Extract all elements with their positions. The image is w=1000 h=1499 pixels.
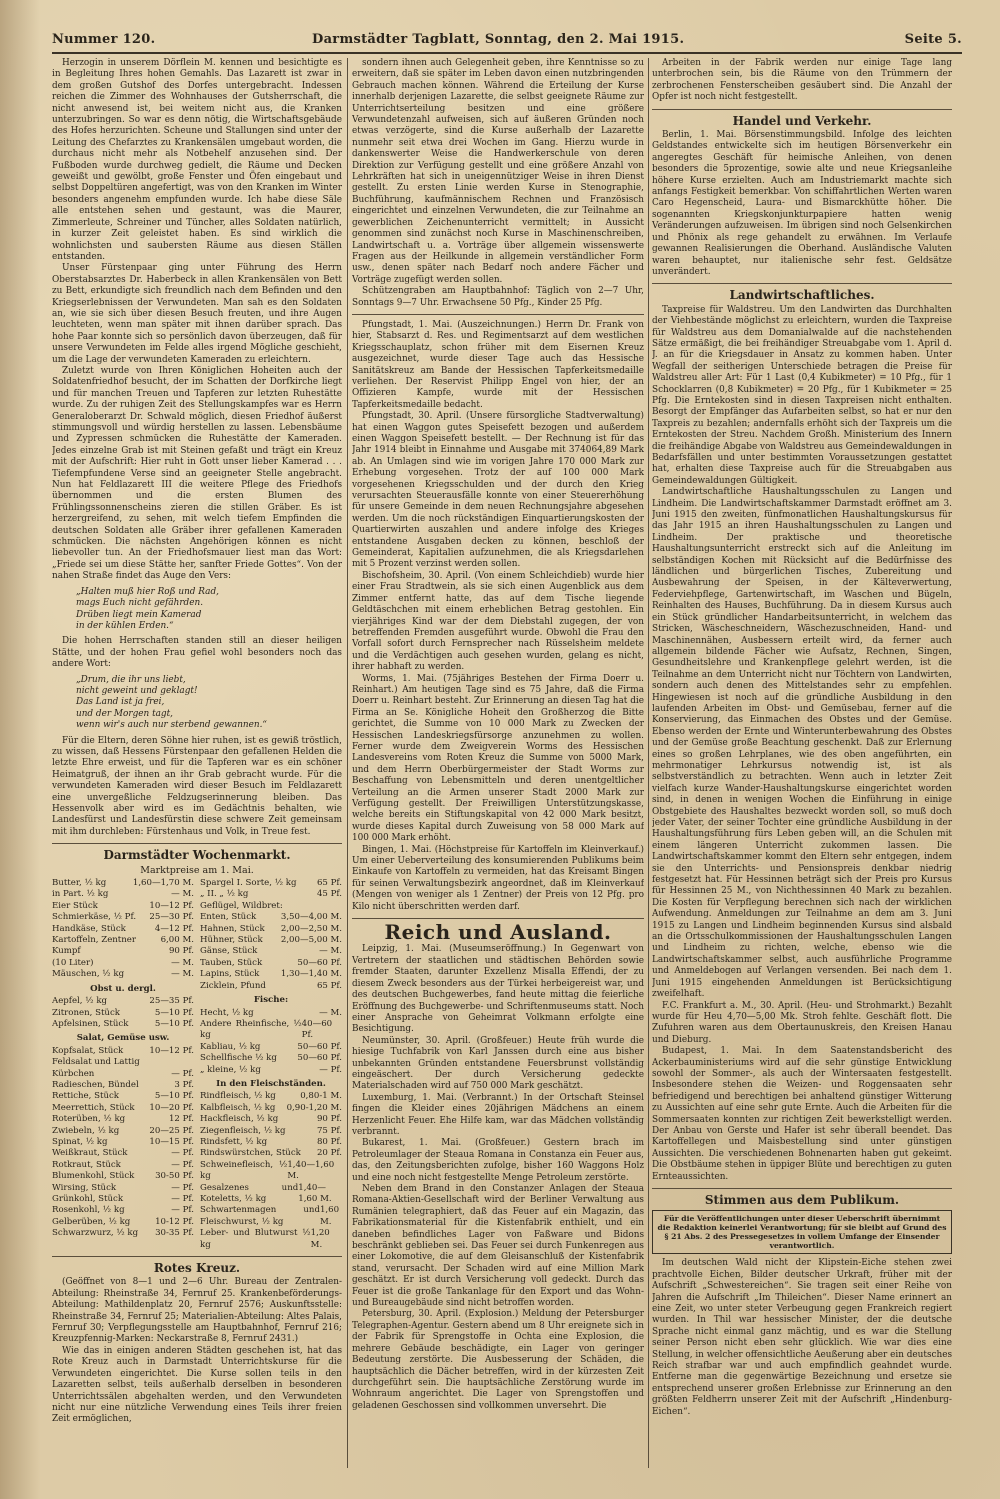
market-item-price: — M. <box>171 957 194 968</box>
market-item-price: — Pf. <box>171 1159 194 1170</box>
market-item-name: Hahnen, Stück <box>200 923 265 934</box>
market-item-name: Rotkraut, Stück <box>52 1159 121 1170</box>
market-item-name: Schmierkäse, ½ Pf. <box>52 912 137 923</box>
market-price-row <box>200 901 342 912</box>
article-paragraph: sondern ihnen auch Gelegenheit geben, ihre Kenntnisse so zu erweitern, daß sie später im Leben davon einen nutzbringenden Gebrauch machen können. Während die Erteilung der Kurse innerhalb derjenigen Lazarette, die selbst geeignete Räume zur Unterrichtserteilung besitzen und eine größere Verwundetenzahl aufweisen, sich auf äußeren Gründen noch etwas verzögerte, sind die Kurse außerhalb der Lazarette nunmehr seit etwa drei Wochen im Gang. Hierzu wurde in dankenswerter Weise die Handwerkerschule von deren Direktion zur Verfügung gestellt und eine größere Anzahl von Lehrkräften hat sich in uneigennütziger Weise in ihren Dienst gestellt. Zu ersten Linie werden Kurse in Stenographie, Buchführung, kaufmännischem Rechnen und Französisch eingerichtet und einzelnen Verwundeten, die zur Teilnahme an gewerblichen Zeichenunterricht vermittelt; in Aussicht genommen sind zunächst noch Kurse in Maschinenschreiben, Landwirtschaft u. a. Vorträge über allgemein wissenswerte Fragen aus der Heilkunde in allgemein verständlicher Form usw., denen später nach Bedarf noch andere Fächer und Vorträge zugefügt werden sollen. <box>352 58 644 285</box>
market-item-price: — M. <box>319 946 342 957</box>
market-item-name: Aepfel, ½ kg <box>52 996 108 1007</box>
market-price-row <box>200 1042 342 1053</box>
news-item: Pfungstadt, 1. Mai. (Auszeichnungen.) Herrn Dr. Frank von hier, Stabsarzt d. Res. und Regimentsarzt auf dem westlichen Kriegsschauplatz, schon früher mit dem Eisernen Kreuz ausgezeichnet, wurde dieser Tage auch das Hessische Sanitätskreuz am Bande der Hessischen Tapferkeitsmedaille verliehen. Der Reservist Philipp Engel von hier, der an Offizieren Kampfe, wurde mit der Hessischen Tapferkeitsmedaille bedacht. <box>352 319 644 410</box>
market-item-price: — Pf. <box>171 1194 194 1204</box>
page-number: Seite 5. <box>904 32 962 47</box>
market-price-row <box>52 1217 194 1228</box>
market-item-name: Enten, Stück <box>200 912 257 923</box>
market-category-heading: Salat, Gemüse usw. <box>76 1033 170 1044</box>
market-price-row <box>52 1057 194 1068</box>
market-item-name: Grünkohl, Stück <box>52 1194 124 1204</box>
market-price-row <box>52 1194 194 1205</box>
market-item-price: 50—60 Pf. <box>297 957 342 968</box>
article-paragraph: Arbeiten in der Fabrik werden nur einige Tage lang unterbrochen sein, bis die Räume von den Trümmern der zerbrochenen Fensterscheiben gesäubert sind. Die Anzahl der Opfer ist noch nicht festgestellt. <box>652 58 952 103</box>
poem-line: in der kühlen Erden.“ <box>76 620 174 631</box>
market-item-price: 1,60—1,70 M. <box>132 878 194 889</box>
market-item-price: 12 Pf. <box>168 1114 194 1125</box>
market-item-price: 1,40—1,60 M. <box>298 1182 332 1204</box>
market-item-name: Rindsfett, ½ kg <box>200 1136 268 1147</box>
article-paragraph: Die hohen Herrschaften standen still an dieser heiligen Stätte, und der hohen Frau gefiel wohl besonders noch das andere Wort: <box>52 636 342 670</box>
market-price-row <box>52 996 194 1007</box>
market-item-name: Rindswürstchen, Stück <box>200 1148 301 1159</box>
market-item-name: Roterüben, ½ kg <box>52 1114 126 1125</box>
column-rule <box>347 58 348 1468</box>
page-header <box>52 30 962 54</box>
market-price-row <box>200 1205 342 1228</box>
market-price-row <box>200 1053 342 1064</box>
news-item: Leipzig, 1. Mai. (Museumseröffnung.) In Gegenwart von Vertretern der staatlichen und städtischen Behörden sowie fremder Staaten, darunter Exzellenz Misalla Effendi, der zu diesem Zweck besonders aus der Türkei herbeigereist war, und des deutschen Buchgewerbes, fand heute mittag die feierliche Eröffnung des Buchgewerbe- und Schriftenmuseums statt. Noch einer Ansprache von Geheimrat Volkmann erfolgte eine Besichtigung. <box>352 944 644 1035</box>
market-item-name: Schwarzwurz, ½ kg <box>52 1228 139 1239</box>
market-price-row <box>52 1205 194 1216</box>
market-price-row <box>52 946 194 957</box>
market-item-name: Schellfische ½ kg <box>200 1053 277 1064</box>
market-price-row <box>52 1228 194 1239</box>
masthead-date: Darmstädter Tagblatt, Sonntag, den 2. Mai 1915. <box>312 32 685 47</box>
market-item-name: Weißkraut, Stück <box>52 1148 128 1159</box>
market-category-heading: In den Fleischständen. <box>216 1078 326 1089</box>
section-heading-market: Darmstädter Wochenmarkt. <box>103 848 291 863</box>
column-2 <box>352 58 644 1458</box>
section-heading-stimmen: Stimmen aus dem Publikum. <box>704 1193 900 1207</box>
market-price-row <box>200 935 342 946</box>
market-item-price: 75 Pf. <box>316 1125 342 1136</box>
poem-line: Das Land ist ja frei, <box>76 697 165 708</box>
market-item-name: Kopfsalat, Stück <box>52 1045 124 1056</box>
market-item-price: 65 Pf. <box>316 980 342 991</box>
market-price-row <box>200 1019 342 1042</box>
issue-number: Nummer 120. <box>52 32 156 47</box>
news-item: Pfungstadt, 30. April. (Unsere fürsorgliche Stadtverwaltung) hat einen Waggon gutes Speisefett bezogen und außerdem einen Waggon Speisefett bestellt. — Der Rechnung ist für das Jahr 1914 bleibt in Einnahme und Ausgabe mit 374064,89 Mark ab. An Umlagen sind wie im vorigen Jahre 170 000 Mark zur Erhebung vorgesehen. Trotz der auf 100 000 Mark vorgesehenen Kriegsschulden und der durch den Krieg verursachten Steuerausfälle konnte von einer Steuererhöhung für unsere Gemeinde in dem neuen Rechnungsjahre abgesehen werden. Um die noch rückständigen Einquartierungskosten der Quartierwirten auszahlen und andere infolge des Krieges entstandene Ausgaben decken zu können, beschloß der Gemeinderat, Kapitalien aufzunehmen, die als Kriegsdarlehen mit 5 Prozent verzinst werden sollen. <box>352 411 644 570</box>
market-price-row <box>200 912 342 923</box>
market-item-name: Kalbfleisch, ½ kg <box>200 1102 276 1113</box>
market-item-price: 25—35 Pf. <box>149 996 194 1007</box>
market-item-price: 10—20 Pf. <box>149 1102 194 1113</box>
market-price-row <box>52 1019 194 1030</box>
market-item-price: 10—15 Pf. <box>149 1136 194 1147</box>
market-item-name: Blumenkohl, Stück <box>52 1171 135 1182</box>
section-divider <box>352 918 644 919</box>
market-item-name: Gelberüben, ½ kg <box>52 1216 131 1227</box>
market-price-row <box>200 969 342 980</box>
market-item-price: 1,30—1,40 M. <box>280 969 342 980</box>
market-item-price: — Pf. <box>319 1064 342 1075</box>
market-item-name: Eier Stück <box>52 900 98 911</box>
poem-line: wenn wir's auch nur sterbend gewannen.“ <box>76 720 267 731</box>
news-item: Bischofsheim, 30. April. (Von einem Schleichdieb) wurde hier einer Frau Stradtwein, als sie sich einen Augenblick aus dem Zimmer entfernt hatte, das auf dem Tische liegende Geldtäschchen mit einem erheblichen Betrag gestohlen. Ein vierjähriges Kind war der dem Diebstahl zugegen, der von betreffenden Fremden ausgeführt wurde. Obwohl die Frau den Vorfall sofort durch Fernsprecher nach Rüsselsheim meldete und die Verdächtigen auch gesehen wurden, gelang es nicht, ihrer habhaft zu werden. <box>352 570 644 673</box>
market-item-price: — Pf. <box>171 1205 194 1216</box>
market-price-row <box>52 958 194 969</box>
section-heading-red-cross: Rotes Kreuz. <box>153 1261 241 1276</box>
article-paragraph: Schützengraben am Hauptbahnhof: Täglich von 2—7 Uhr, Sonntags 9—7 Uhr. Erwachsene 50 Pfg., Kinder 25 Pfg. <box>352 286 644 308</box>
news-item: Neben dem Brand in den Constanzer Anlagen der Steaua Romana-Aktien-Gesellschaft wird der Berliner Verwaltung aus Rumänien telegraphiert, daß das Feuer auf ein Magazin, das Fabrikationsmaterial für die Kistenfabrik enthielt, und ein daneben befindliches Lager von Faßware und Bidons beschränkt geblieben sei. Das Feuer sei durch Funkenregen aus einer Lokomotive, die auf dem Gleisanschluß der Kistenfabrik stand, verursacht. Der Schaden wird auf eine Million Mark geschätzt. Er ist durch Versicherung voll gedeckt. Durch das Feuer ist die große Tankanlage für den Export und das Wohn- und Bureaugebäude sind nicht betroffen worden. <box>352 1184 644 1309</box>
market-item-price: — M. <box>171 969 194 980</box>
market-price-row <box>200 1103 342 1114</box>
market-price-row <box>52 1148 194 1159</box>
section-divider <box>52 843 342 844</box>
market-item-price: 5—10 Pf. <box>154 1018 194 1029</box>
market-price-row <box>52 1008 194 1019</box>
market-item-price: 20 Pf. <box>316 1148 342 1159</box>
market-item-name: Butter, ½ kg <box>52 878 107 889</box>
market-item-name: Leber- und Blutwurst ½ kg <box>200 1228 311 1250</box>
market-item-price: 80 Pf. <box>316 1136 342 1147</box>
news-item: Neumünster, 30. April. (Großfeuer.) Heute früh wurde die hiesige Tuchfabrik von Karl Janssen durch eine aus bisher unbekannten Gründen entstandene Feuersbrunst vollständig eingeäschert. Der durch Versicherung gedeckte Materialschaden wird auf 750 000 Mark geschätzt. <box>352 1035 644 1092</box>
market-item-name: Zitronen, Stück <box>52 1007 120 1018</box>
market-price-row <box>200 1091 342 1102</box>
market-price-row <box>52 889 194 900</box>
news-item: Berlin, 1. Mai. Börsenstimmungsbild. Infolge des leichten Geldstandes entwickelte sich im heutigen Börsenverkehr ein angeregtes Geschäft für heimische Anleihen, von denen besonders die 5prozentige, sowie alte und neue Kriegsanleihe höhere Kurse erzielten. Auch am Industriemarkt machte sich anfangs Festigkeit bemerkbar. Von schiffahrtlichen Werten waren Caro Hegenscheid, Laura- und Bismarckhütte höher. Die sogenannten Kriegskonjunkturpapiere hatten wenig Veränderungen aufzuweisen. Im übrigen sind noch Gelsenkirchen und Phönix als rege gehandelt zu erwähnen. Im Verlaufe gewannen Realisierungen die Oberhand. Ausländische Valuten waren behauptet, nur italienische sehr fest. Geldsätze unverändert. <box>652 130 952 277</box>
market-item-name: Spinat, ½ kg <box>52 1136 108 1147</box>
news-item: Bukarest, 1. Mai. (Großfeuer.) Gestern brach im Petroleumlager der Steaua Romana in Constanza ein Feuer aus, das, den Zeitungsberichten zufolge, bisher 160 Waggons Holz und eine noch nicht festgestellte Menge Petroleum zerstörte. <box>352 1138 644 1183</box>
market-item-price: 50—60 Pf. <box>297 1053 342 1064</box>
news-item: Taxpreise für Waldstreu. Um den Landwirten das Durchhalten der Viehbestände möglichst zu erleichtern, wurden die Taxpreise für Waldstreu aus dem Domanialwalde auf die nachstehenden Sätze ermäßigt, die bei freihändiger Streuabgabe vom 1. April d. J. an für die Kriegsdauer in Ansatz zu kommen haben. Unter Wegfall der seitherigen Unterschiede betragen die Preise für Waldstreu aller Art: Für 1 Last (0,4 Kubikmeter) = 10 Pfg., für 1 Schocklarren (0,8 Kubikmeter) = 20 Pfg., für 1 Kubikmeter = 25 Pfg. Die Erntekosten sind in diesen Taxpreisen nicht enthalten. Besorgt der Empfänger das Aufarbeiten selbst, so hat er nur den Taxpreis zu bezahlen; andernfalls erhöht sich der Taxpreis um die Erntekosten der Streu. Nachdem Großh. Ministerium des Innern die freihändige Abgabe von Waldstreu aus Gemeindewaldungen in Bedarfsfällen und unter bestimmten Voraussetzungen gestattet hat, erhalten diese Taxpreise auch für die Streuabgaben aus Gemeindewaldungen Gültigkeit. <box>652 304 952 486</box>
market-item-name: „ kleine, ½ kg <box>200 1064 261 1075</box>
market-column-left <box>52 878 194 1251</box>
market-item-price: 4—12 Pf. <box>154 923 194 934</box>
market-item-price: 30-35 Pf. <box>155 1228 194 1239</box>
column-1 <box>52 58 342 1458</box>
market-price-row <box>200 1183 342 1206</box>
market-item-price: 30-50 Pf. <box>155 1171 194 1182</box>
market-item-price: — M. <box>171 889 194 900</box>
market-price-row <box>200 1228 342 1251</box>
poem-line: mags Euch nicht gefährden. <box>76 598 204 609</box>
market-item-name: Kürbchen <box>52 1068 95 1079</box>
article-paragraph: Herzogin in unserem Dörflein M. kennen und besichtigte es in Begleitung Ihres hohen Gemahls. Das Lazarett ist zwar in dem großen Gutshof des Dorfes untergebracht. Indessen reichen die Zimmer des Wohnhauses der Gutsherrschaft, die nicht anwesend ist, bei weitem nicht aus, die Kranken unterzubringen. So war es denn nötig, die Wirtschaftsgebäude des Hofes herzurichten. Scheune und Stallungen sind unter der Leitung des Chefarztes zu Krankensälen umgebaut worden, die durchaus nicht mehr als Notbehelf anzusehen sind. Der Fußboden wurde durchweg gedielt, die Räume und Decken geweißt und gewölbt, große Fenster und Öfen eingebaut und selbst Doppeltüren angefertigt, was von den Kranken im Winter besonders angenehm empfunden wurde. Ich habe diese Säle alle entstehen sehen und gestaunt, was die Maurer, Zimmerleute, Schreiner und Tüncher, alles Soldaten natürlich, in kurzer Zeit geleistet haben. Es sind wirklich die wohnlichsten und saubersten Räume aus diesen Ställen entstanden. <box>52 58 342 262</box>
letter-to-editor: Im deutschen Wald nicht der Klipstein-Eiche stehen zwei prachtvolle Eichen, Bilder deutscher Urkraft, früher mit der Aufschrift „Schwestereichen“. Sie tragen seit einer Reihe von Jahren die Aufschrift „Im Thileichen“. Dieser Name erinnert an eine Zeit, wo unter steter Verbeugung gegen Frankreich regiert wurden. In Thil war hessischer Minister, der die deutsche Sprache nicht einmal ganz mächtig, und es war die Stellung seiner Person nicht eben sehr glücklich. Wie war dies eine Stellung, in welcher offensichtliche Aeußerung aber ein deutsches Reich strafbar war und auch empfindlich geahndet wurde. Entferne man die gegenwärtige Bezeichnung und ersetze sie entsprechend unserer großen Erlebnisse zur Erinnerung an den größten Feldherrn unserer Zeit mit der Aufschrift „Hindenburg-Eichen“. <box>652 1258 952 1417</box>
market-item-price: 0,90-1,20 M. <box>286 1102 342 1113</box>
news-item: Landwirtschaftliche Haushaltungsschulen zu Langen und Lindheim. Die Landwirtschaftskammer Darmstadt eröffnet am 3. Juni 1915 den zweiten, fünfmonatlichen Haushaltungskursus für das Jahr 1915 an ihren Haushaltungsschulen zu Langen und Lindheim. Der praktische und theoretische Haushaltungsunterricht erstreckt sich auf die Anleitung im selbständigen Kochen mit Rücksicht auf die Bedürfnisse des ländlichen und bürgerlichen Tisches, Zubereitung und Ausbewahrung der Speisen, in der Kälteverwertung, Federviehpflege, Gartenwirtschaft, im Waschen und Bügeln, Reinhalten des Hauses, Buchführung. Da in diesem Kursus auch ein Stück gründlicher Handarbeitsunterricht, in welchem das Stricken, Wäscheschneidern, Wäschezuschneiden, Hand- und Maschinennähen, Ausbessern erteilt wird, da ferner auch allgemein bildende Fächer wie Aufsatz, Rechnen, Singen, Gesundheitslehre und Krankenpflege gelehrt werden, ist die Teilnahme an dem Unterricht nicht nur Töchtern von Landwirten, sondern auch denen des Mittelstandes sehr zu empfehlen. Hingewiesen ist noch auf die gründliche Ausbildung in den laufenden Arbeiten im Obst- und Gemüsebau, ferner auf die Konservierung, das Einmachen des Obstes und der Gemüse. Ebenso werden der Ernte und Winterunterbewahrung des Obstes und der Gemüse große Beachtung geschenkt. Daß zur Erlernung eines so großen Lehrplanes, wie des oben angeführten, ein mehrmonatiger Lehrkursus notwendig ist, ist als selbstverständlich zu betrachten. Wenn auch in letzter Zeit vielfach kurze Wander-Haushaltungskurse eingerichtet worden sind, in denen in wenigen Wochen die Einführung in einige Obstgebiete des Haushaltes bezweckt worden soll, so muß doch jeder Vater, der seiner Tochter eine gründliche Ausbildung in der Haushaltungsführung fürs Leben geben will, an die Schulen mit einem längeren Unterricht zukommen lassen. Die Landwirtschaftskammer kommt den Eltern sehr entgegen, indem sie den Unterrichts- und Pensionspreis denkbar niedrig festgesetzt hat. Für Hessinnen beträgt sich der Preis pro Kursus für Hessinnen 25 M., von Nichthessinnen 40 Mark zu bezahlen. Die Kosten für Verpflegung berechnen sich nach der wirklichen Aufwendung. Anmeldungen zur Teilnahme an dem am 3. Juni 1915 zu Langen und Lindheim beginnenden Kursus sind alsbald an die Ortsschulkommissionen der Haushaltungsschulen Langen und Lindheim zu richten, welche, ebenso wie die Landwirtschaftskammer selbst, auch ausführliche Programme und Anmeldebogen auf Verlangen versenden. Bei nach dem 1. Juni 1915 eingehenden Anmeldungen ist Berücksichtigung zweifelhaft. <box>652 487 952 1000</box>
market-item-name: Radieschen, Bündel <box>52 1079 139 1090</box>
market-item-price: 45 Pf. <box>316 889 342 900</box>
market-item-price: 20—25 Pf. <box>149 1125 194 1136</box>
market-item-price: 25—30 Pf. <box>149 912 194 923</box>
market-price-row <box>52 969 194 980</box>
market-price-row <box>52 1160 194 1171</box>
market-item-price: 65 Pf. <box>316 878 342 889</box>
market-item-name: Schweinefleisch, ½ kg <box>200 1159 288 1182</box>
market-item-name: Spargel I. Sorte, ½ kg <box>200 878 297 889</box>
market-item-name: Rindfleisch, ½ kg <box>200 1091 276 1102</box>
market-item-name: Hecht, ½ kg <box>200 1007 254 1018</box>
market-price-row <box>52 935 194 946</box>
market-item-price: 10-12 Pf. <box>155 1216 194 1227</box>
market-price-row <box>52 912 194 923</box>
market-item-price: — Pf. <box>171 1182 194 1193</box>
market-price-row <box>200 924 342 935</box>
market-item-price: — Pf. <box>171 1148 194 1159</box>
market-item-name: Rosenkohl, ½ kg <box>52 1205 125 1216</box>
market-item-name: Rettiche, Stück <box>52 1091 120 1102</box>
market-item-price: 10—12 Pf. <box>149 900 194 911</box>
market-price-row <box>200 878 342 889</box>
market-item-name: Kabliau, ½ kg <box>200 1041 261 1052</box>
news-item: Luxemburg, 1. Mai. (Verbrannt.) In der Ortschaft Steinsel fingen die Kleider eines 20jährigen Mädchens an einem Herzenlicht Feuer. Ehe Hilfe kam, war das Mädchen vollständig verbrannt. <box>352 1092 644 1137</box>
market-item-price: 5—10 Pf. <box>154 1007 194 1018</box>
market-item-price: — M. <box>319 1007 342 1018</box>
market-item-name: Andere Rheinfische, ½ kg <box>200 1018 302 1041</box>
column-rule <box>648 58 649 1468</box>
market-item-price: 5—10 Pf. <box>154 1091 194 1102</box>
news-item: Petersburg, 30. April. (Explosion.) Meldung der Petersburger Telegraphen-Agentur. Gestern abend um 8 Uhr ereignete sich in der Fabrik für Sprengstoffe in Ochta eine Explosion, die mehrere Gebäude beschädigte, ein Lager von geringer Bedeutung zerstörte. Die Ausbesserung der Schäden, die hauptsächlich die Dächer betreffen, wird in der kürzesten Zeit durchgeführt sein. Die hauptsächliche Zerstörung wurde im Wohnraum angerichtet. Die Lager von Sprengstoffen und geladenen Geschossen sind vollkommen unversehrt. Die <box>352 1309 644 1411</box>
market-category-heading: Fische: <box>253 995 289 1006</box>
news-item: Bingen, 1. Mai. (Höchstpreise für Kartoffeln im Kleinverkauf.) Um einer Ueberverteilung des konsumierenden Publikums beim Einkaufe von Kartoffeln zu vermeiden, hat das Kreisamt Bingen für seinen Verwaltungsbezirk angeordnet, daß im Kleinverkauf (Mengen von weniger als 1 Zentner) der Preis von 12 Pfg. pro Kilo nicht überschritten werden darf. <box>352 844 644 912</box>
poem-line: nicht geweint und geklagt! <box>76 685 198 696</box>
market-item-price: 6,00 M. <box>160 935 194 946</box>
market-item-name: „ II. „ ½ kg <box>200 889 249 900</box>
news-item: Budapest, 1. Mai. In dem Saatenstandsbericht des Ackerbauministeriums wird auf die sehr günstige Entwicklung sowohl der Sommer-, als auch der Wintersaaten festgestellt. Insbesondere stehen die Weizen- und Roggensaaten sehr befriedigend und berechtigen bei anhaltend günstiger Witterung zu Aussichten auf eine sehr gute Ernte. Auch die Arbeiten für die Sommersaaten konnten zur richtigen Zeit bewerkstelligt werden. Der Anbau von Gerste und Hafer ist sehr überall beendet. Das Kartoffellegen und Maisbestellung sind unter günstigen Aussichten. Die verschiedenen Bohnenarten haben gut gekeimt. Die Obstbäume stehen in üppiger Blüte und berechtigen zu guten Ernteaussichten. <box>652 1046 952 1182</box>
market-item-name: Hühner, Stück <box>200 935 263 946</box>
article-paragraph: Wie das in einigen anderen Städten geschehen ist, hat das Rote Kreuz auch in Darmstadt Unterrichtskurse für die Verwundeten eingerichtet. Die Kurse sollen teils in den Lazaretten selbst, teils außerhalb derselben in besonderen Unterrichtssälen abgehalten werden, und den Verwundeten nicht nur eine nützliche Verwendung eines Teils ihrer freien Zeit ermöglichen, <box>52 1345 342 1425</box>
market-price-row <box>52 1137 194 1148</box>
market-price-row <box>200 1114 342 1125</box>
market-item-price: 10—12 Pf. <box>149 1045 194 1056</box>
market-item-name: Lapins, Stück <box>200 969 260 980</box>
column-3 <box>652 58 952 1458</box>
market-price-table <box>52 878 342 1251</box>
market-price-row <box>200 1148 342 1159</box>
market-item-name: Ziegenfleisch, ½ kg <box>200 1125 286 1136</box>
market-item-price: 90 Pf. <box>168 946 194 957</box>
market-item-price: 40—60 Pf. <box>301 1018 333 1041</box>
article-paragraph: (Geöffnet von 8—1 und 2—6 Uhr. Bureau der Zentralen-Abteilung: Rheinstraße 34, Fernruf 25. Krankenbeförderungs-Abteilung: Mathildenplatz 20, Fernruf 2576; Auskunftsstelle: Rheinstraße 34, Fernruf 25; Materialien-Abteilung: Altes Palais, Fernruf 30; Verpflegungsstelle am Hauptbahnhof, Fernruf 216; Kreuzpfennig-Marken: Neckarstraße 8, Fernruf 2431.) <box>52 1277 342 1345</box>
market-item-name: Apfelsinen, Stück <box>52 1018 129 1029</box>
market-price-row <box>52 1091 194 1102</box>
section-divider <box>652 283 952 284</box>
poem-line: „Drum, die ihr uns liebt, <box>76 674 186 685</box>
news-item: F.C. Frankfurt a. M., 30. April. (Heu- und Strohmarkt.) Bezahlt wurde für Heu 4,70—5,00 Mk. Stroh fehlte. Geschäft flott. Die Zufuhren waren aus dem Obertaunuskreis, den Kreisen Hanau und Dieburg. <box>652 1000 952 1045</box>
section-divider <box>352 314 644 315</box>
market-price-row <box>52 1114 194 1125</box>
market-item-price: 0,80-1 M. <box>300 1091 342 1102</box>
market-item-name: (10 Liter) <box>52 957 94 968</box>
market-item-name: Tauben, Stück <box>200 957 263 968</box>
market-item-name: Kartoffeln, Zentner <box>52 935 136 946</box>
market-item-price: — Pf. <box>171 1068 194 1079</box>
market-item-name: Geflügel, Wildbret: <box>200 900 283 911</box>
market-item-name: Zwiebeln, ½ kg <box>52 1125 120 1136</box>
poem-verse <box>76 587 342 633</box>
market-item-name: in Part. ½ kg <box>52 889 109 900</box>
market-price-row <box>200 889 342 900</box>
market-subheading: Marktpreise am 1. Mai. <box>140 864 254 876</box>
market-price-row <box>200 946 342 957</box>
market-item-name: Hackfleisch, ½ kg <box>200 1114 279 1125</box>
market-item-name: Zicklein, Pfund <box>200 980 266 991</box>
market-item-price: 1,60 M. <box>319 1205 340 1227</box>
market-price-row <box>52 924 194 935</box>
poem-line: Drüben liegt mein Kamerad <box>76 609 202 620</box>
news-item: Worms, 1. Mai. (75jähriges Bestehen der Firma Doerr u. Reinhart.) Am heutigen Tage sind es 75 Jahre, daß die Firma Doerr u. Reinhart besteht. Zur Erinnerung an diesen Tag hat die Firma an Se. Königliche Hoheit den Großherzog die Bitte gerichtet, die Summe von 10 000 Mark zu Zwecken der Hessischen Landeskriegsfürsorge anzunehmen zu wollen. Ferner wurde dem Zweigverein Worms des Hessischen Landesvereins vom Roten Kreuz die Summe von 5000 Mark, und dem Herrn Oberbürgermeister der Stadt Worms zur Beschaffung von Lebensmitteln und deren unentgeltlicher Verteilung an die Armen unserer Stadt 2000 Mark zur Verfügung gestellt. Der Freiwilligen Unterstützungskasse, welche bereits ein Stiftungskapital von 42 000 Mark besitzt, wurde dieses Kapital durch Zuweisung von 58 000 Mark auf 100 000 Mark erhöht. <box>352 673 644 844</box>
market-item-price: 50—60 Pf. <box>297 1041 342 1052</box>
market-price-row <box>200 1160 342 1183</box>
market-item-name: Handkäse, Stück <box>52 923 126 934</box>
section-divider <box>52 1256 342 1257</box>
article-paragraph: Für die Eltern, deren Söhne hier ruhen, ist es gewiß tröstlich, zu wissen, daß Hessens Fürstenpaar den gefallenen Helden die letzte Ehre erweist, und für die Tapferen war es ein schöner Heimatgruß, der ihnen an ihr Grab gebracht wurde. Für die verwundeten Kameraden wird dieser Besuch im Feldlazarett eine unvergeßliche Feldzugserinnerung bleiben. Das Hessenvolk aber wird es im Gedächtnis behalten, wie Landesfürst und Landesfürstin diese schwere Zeit gemeinsam mit ihm durchleben: Fürstenhaus und Volk, in Treue fest. <box>52 735 342 837</box>
market-price-row <box>52 1103 194 1114</box>
page-edge-shadow <box>0 0 40 1499</box>
market-price-row <box>200 981 342 992</box>
poem-verse <box>76 675 342 732</box>
market-price-row <box>52 878 194 889</box>
market-item-price: 3,50—4,00 M. <box>280 912 342 923</box>
market-column-right <box>200 878 342 1251</box>
section-heading-handel: Handel und Verkehr. <box>732 113 872 128</box>
market-item-price: 2,00—5,00 M. <box>280 935 342 946</box>
market-price-row <box>200 1008 342 1019</box>
market-item-name: Wirsing, Stück <box>52 1182 117 1193</box>
market-item-name: Schwartenmagen und Fleischwurst, ½ kg <box>200 1205 320 1227</box>
market-item-price: 2,00—2,50 M. <box>280 923 342 934</box>
market-price-row <box>200 1126 342 1137</box>
market-item-price: 1,20 M. <box>310 1228 330 1250</box>
market-item-name: Gänse, Stück <box>200 946 258 957</box>
market-item-name: Kumpf <box>52 946 81 957</box>
market-item-price: 90 Pf. <box>316 1114 342 1125</box>
poem-line: „Halten muß hier Roß und Rad, <box>76 586 219 597</box>
market-item-price: 1,40—1,60 M. <box>287 1159 335 1182</box>
market-item-name: Gesalzenes und Koteletts, ½ kg <box>200 1182 299 1204</box>
market-category-heading: Obst u. dergl. <box>90 983 156 994</box>
market-price-row <box>200 1137 342 1148</box>
poem-line: und der Morgen tagt, <box>76 708 174 719</box>
market-item-name: Meerrettich, Stück <box>52 1102 135 1113</box>
market-price-row <box>52 1046 194 1057</box>
section-divider <box>652 109 952 110</box>
market-price-row <box>52 1080 194 1091</box>
section-heading-reich: Reich und Ausland. <box>384 920 612 945</box>
market-price-row <box>200 958 342 969</box>
market-item-price: 3 Pf. <box>174 1079 194 1090</box>
section-heading-landwirtschaft: Landwirtschaftliches. <box>729 288 875 303</box>
article-paragraph: Zuletzt wurde von Ihren Königlichen Hoheiten auch der Soldatenfriedhof besucht, der im Schatten der Dorfkirche liegt und für manchen Treuen und Tapferen zur letzten Ruhestätte wurde. Zu der ruhigen Zeit des Stellungskampfes war es Herrn Generaloberarzt Dr. Schwald möglich, diesen Friedhof äußerst stimmungsvoll und würdig herstellen zu lassen. Lebensbäume und Zypressen schmücken die Ruhestätte der Kameraden. Jedes einzelne Grab ist mit Steinen gefaßt und trägt ein Kreuz mit der Aufschrift: Hier ruht in Gott unser lieber Kamerad . . . Tiefempfundene Verse sind an geeigneter Stelle angebracht. Nun hat Feldlazarett III die weitere Pflege des Friedhofs übernommen und die ersten Blumen des Frühlingssonnenscheins zieren die stillen Gräber. Es ist herzergreifend, zu sehen, mit welch tiefem Empfinden die deutschen Soldaten alle Gräber ihrer gefallenen Kameraden schmücken. Die nächsten Angehörigen können es nicht liebevoller tun. An der Friedhofsmauer liest man das Wort: „Friede sei um diese Stätte her, sanfter Friede Gottes“. Von der nahen Straße findet das Auge den Vers: <box>52 365 342 582</box>
section-divider <box>652 1188 952 1189</box>
market-price-row <box>200 1065 342 1076</box>
market-price-row <box>52 1069 194 1080</box>
market-price-row <box>52 1183 194 1194</box>
market-price-row <box>52 1126 194 1137</box>
market-item-name: Feldsalat und Lattig <box>52 1057 140 1068</box>
article-paragraph: Unser Fürstenpaar ging unter Führung des Herrn Oberstabsarztes Dr. Haberbeck in allen Krankensälen von Bett zu Bett, erkundigte sich freundlich nach dem Befinden und den Kriegserlebnissen der Verwundeten. Man sah es den Soldaten an, wie sie sich über diesen Besuch freuten, und ihre Augen leuchteten, wenn man später mit ihnen darüber sprach. Das hohe Paar konnte sich so persönlich davon überzeugen, daß für unsere Verwundeten im Felde alles irgend Mögliche geschieht, um die Lage der verwundeten Kameraden zu erleichtern. <box>52 263 342 365</box>
market-item-name: Mäuschen, ½ kg <box>52 969 125 980</box>
disclaimer-box: Für die Veröffentlichungen unter dieser Ueberschrift übernimmt die Redaktion keinerlei Verantwortung; für sie bleibt auf Grund des § 21 Abs. 2 des Pressegesetzes in vollem Umfange der Einsender verantwortlich. <box>652 1210 952 1254</box>
market-price-row <box>52 1171 194 1182</box>
market-price-row <box>52 901 194 912</box>
